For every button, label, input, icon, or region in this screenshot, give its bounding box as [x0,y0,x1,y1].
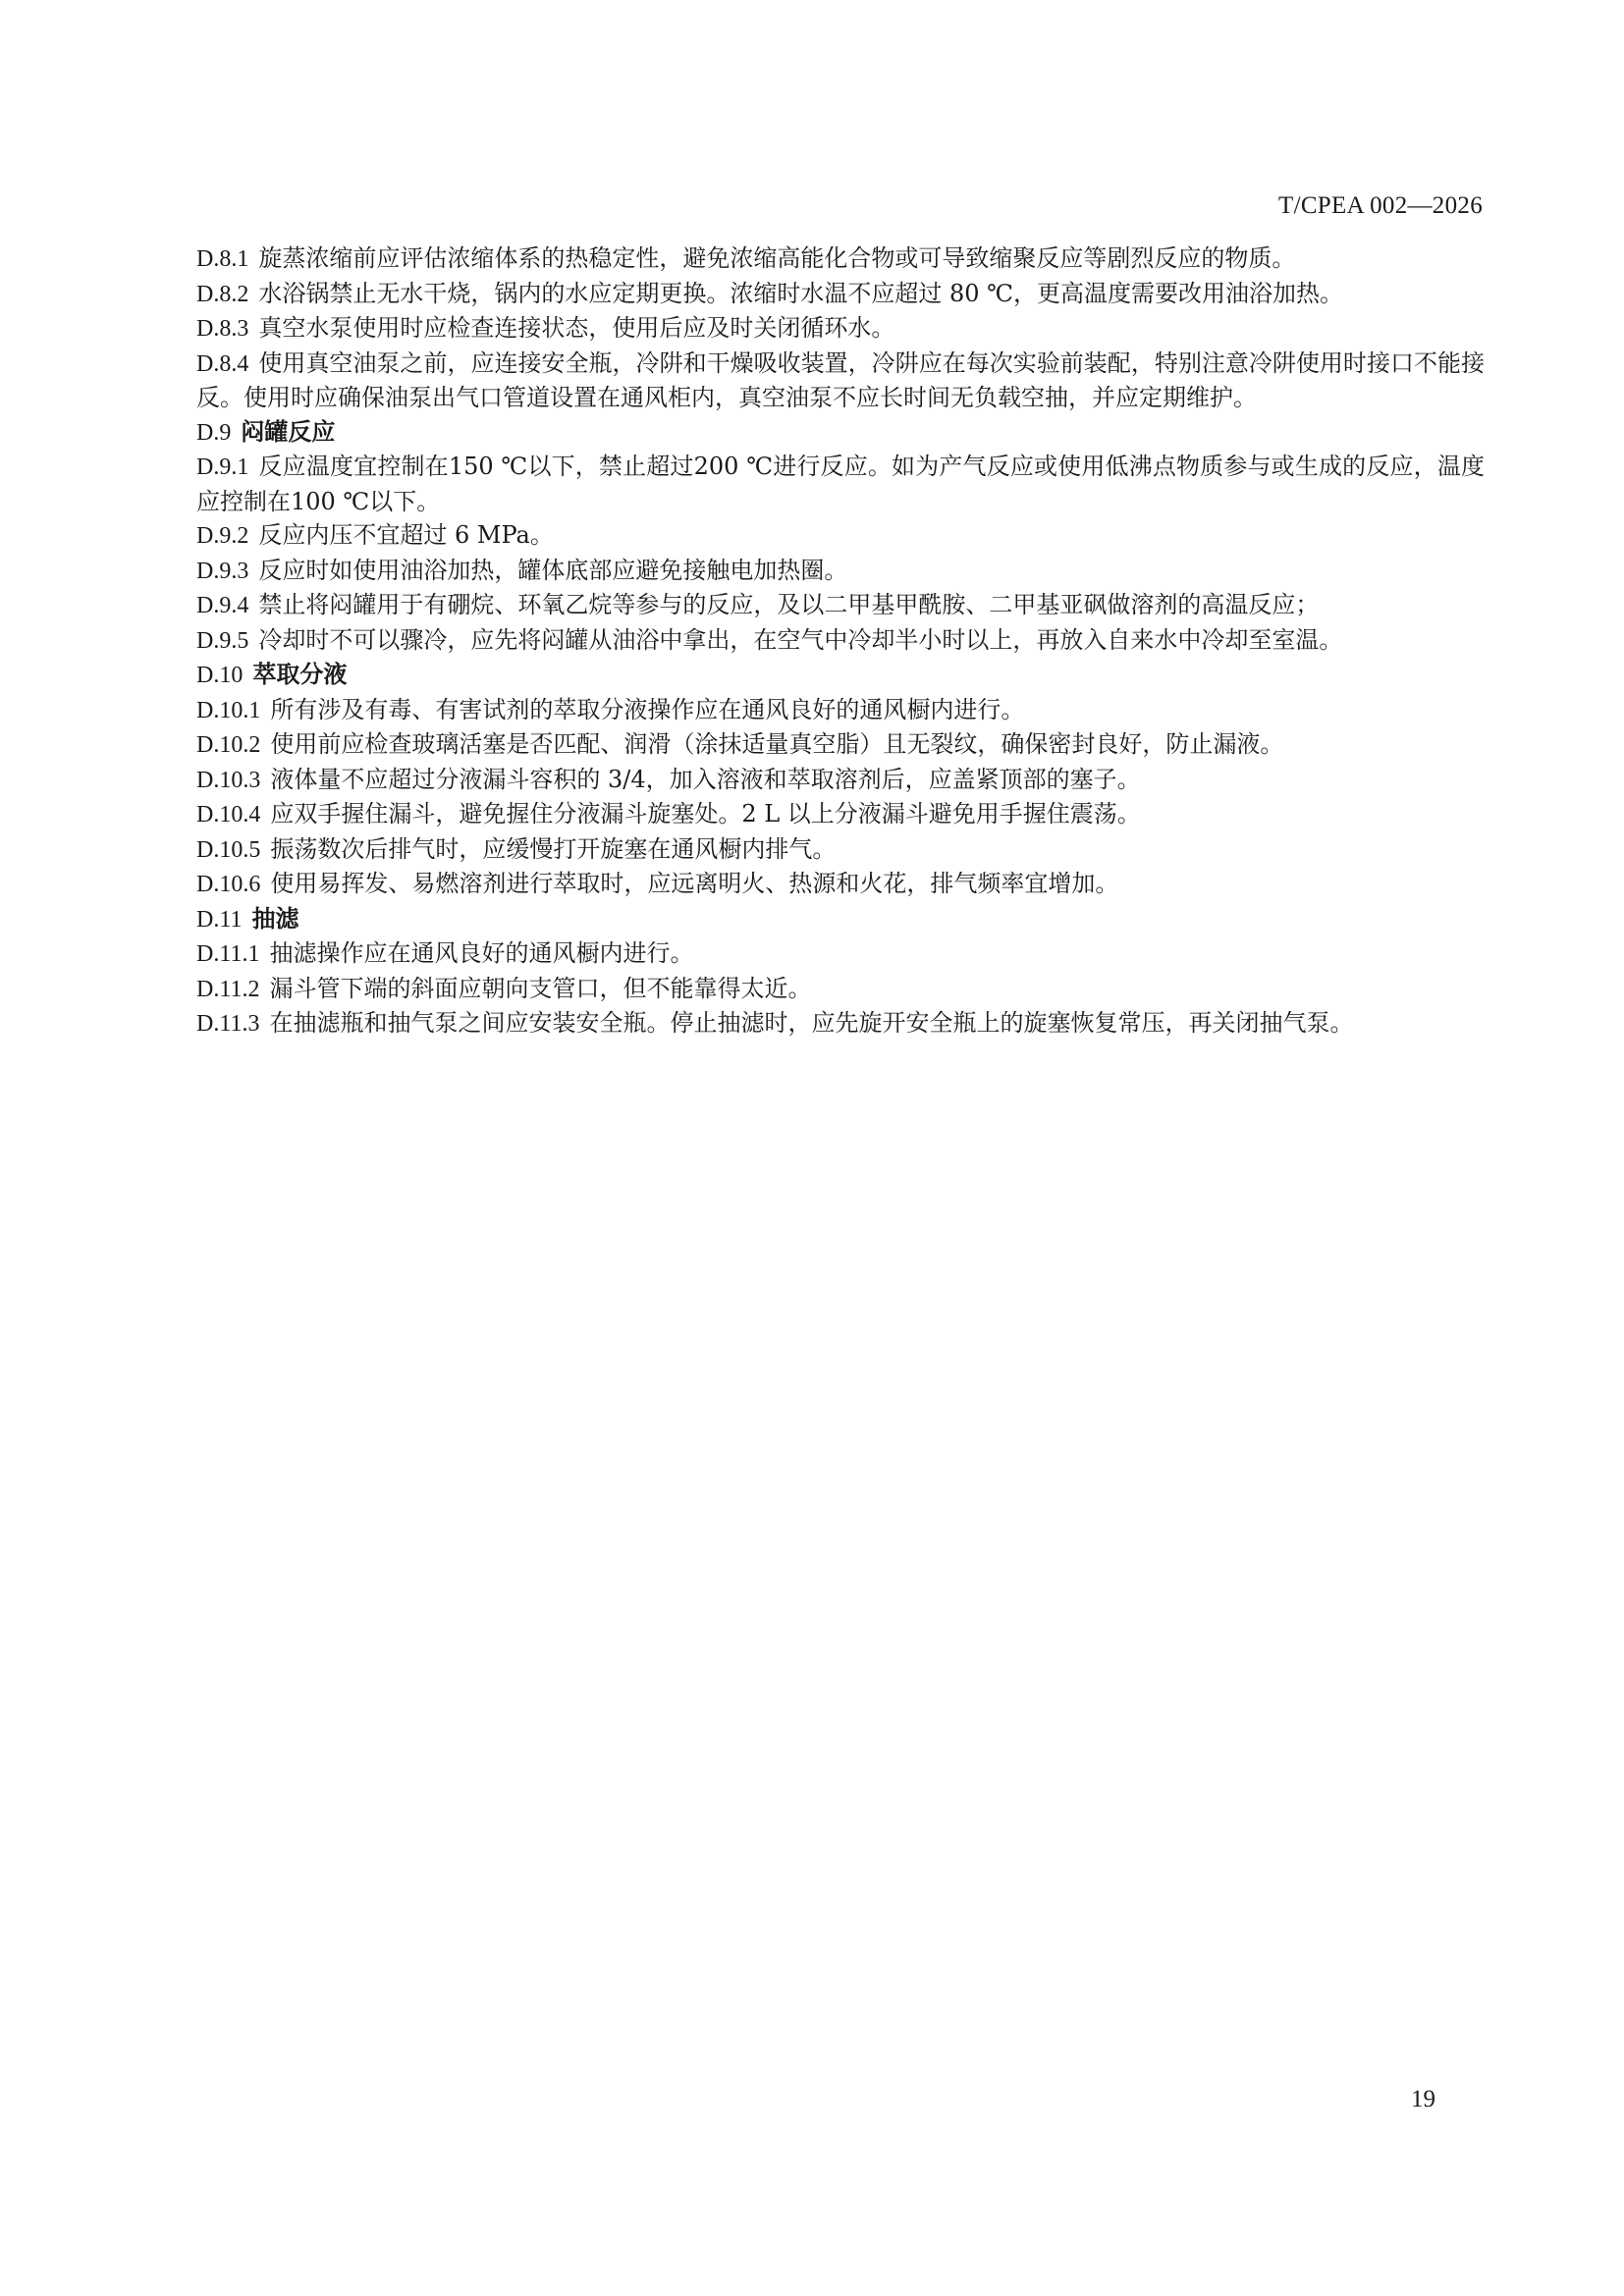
section-number: D.10 [196,663,244,688]
clause-text: 抽滤操作应在通风良好的通风橱内进行。 [269,939,694,967]
clause-d-10-4 [196,797,1485,832]
clause-text: 反应时如使用油浴加热，罐体底部应避免接触电加热圈。 [258,556,848,584]
clause-d-10-5 [196,832,1485,868]
clause-number: D.9.4 [196,593,249,618]
section-heading-d-9 [196,415,1485,451]
clause-number: D.8.2 [196,281,249,307]
clause-number: D.10.6 [196,872,261,897]
clause-text: 振荡数次后排气时，应缓慢打开旋塞在通风橱内排气。 [270,834,837,863]
clause-text: 液体量不应超过分液漏斗容积的 3/4，加入溶液和萃取溶剂后，应盖紧顶部的塞子。 [270,765,1141,793]
clause-number: D.9.1 [196,454,249,480]
section-title: 抽滤 [251,904,299,933]
clause-text: 禁止将闷罐用于有硼烷、环氧乙烷等参与的反应，及以二甲基甲酰胺、二甲基亚砜做溶剂的高温反应； [258,591,1320,618]
clause-d-9-4 [196,588,1485,623]
clause-number: D.9.3 [196,558,249,584]
clause-text: 水浴锅禁止无水干烧，锅内的水应定期更换。浓缩时水温不应超过 80 ℃，更高温度需要改用油浴加热。 [258,279,1343,307]
clause-d-9-2 [196,518,1485,554]
clause-d-9-3 [196,554,1485,589]
clause-text: 使用前应检查玻璃活塞是否匹配、润滑（涂抹适量真空脂）且无裂纹，确保密封良好，防止漏液。 [270,730,1284,758]
clause-number: D.10.4 [196,802,261,828]
clause-d-10-3 [196,763,1485,798]
clause-number: D.10.3 [196,767,261,793]
clause-d-10-2 [196,727,1485,763]
clause-number: D.8.3 [196,316,249,342]
clause-text: 冷却时不可以骤冷，应先将闷罐从油浴中拿出，在空气中冷却半小时以上，再放入自来水中冷却至室温。 [258,625,1343,654]
clause-number: D.9.2 [196,523,249,549]
clause-d-9-1 [196,450,1485,518]
clause-d-11-1 [196,936,1485,972]
clause-d-8-1 [196,241,1485,277]
clause-d-8-3 [196,311,1485,347]
clause-text: 应双手握住漏斗，避免握住分液漏斗旋塞处。2 L 以上分液漏斗避免用手握住震荡。 [270,800,1141,828]
clause-d-8-4 [196,347,1485,415]
clause-d-11-2 [196,972,1485,1007]
section-heading-d-10 [196,658,1485,693]
clause-number: D.9.5 [196,627,249,654]
section-number: D.9 [196,419,232,446]
clause-number: D.8.1 [196,246,249,272]
clause-number: D.10.1 [196,697,261,723]
clause-number: D.11.1 [196,941,260,967]
section-title: 闷罐反应 [241,417,336,446]
clause-number: D.8.4 [196,350,249,377]
clause-d-11-3 [196,1006,1485,1041]
clause-text: 使用真空油泵之前，应连接安全瓶，冷阱和干燥吸收装置，冷阱应在每次实验前装配，特别注意冷阱使用时接口不能接反。使用时应确保油泵出气口管道设置在通风柜内，真空油泵不应长时间无负载空抽，并应定期维护。 [196,348,1485,411]
clause-d-10-6 [196,867,1485,902]
clause-d-10-1 [196,693,1485,728]
document-body [196,241,1485,1041]
clause-text: 反应温度宜控制在150 ℃以下，禁止超过200 ℃进行反应。如为产气反应或使用低沸点物质参与或生成的反应，温度应控制在100 ℃以下。 [196,453,1485,515]
clause-text: 所有涉及有毒、有害试剂的萃取分液操作应在通风良好的通风橱内进行。 [270,695,1025,723]
page-number: 19 [1411,2086,1435,2112]
clause-text: 旋蒸浓缩前应评估浓缩体系的热稳定性，避免浓缩高能化合物或可导致缩聚反应等剧烈反应的物质。 [258,244,1296,272]
document-code: T/CPEA 002—2026 [1278,192,1483,219]
clause-text: 漏斗管下端的斜面应朝向支管口，但不能靠得太近。 [269,974,812,1002]
clause-number: D.11.2 [196,976,260,1002]
clause-number: D.10.5 [196,836,261,863]
clause-number: D.11.3 [196,1011,260,1037]
clause-text: 真空水泵使用时应检查连接状态，使用后应及时关闭循环水。 [258,314,895,342]
clause-d-9-5 [196,623,1485,659]
clause-text: 在抽滤瓶和抽气泵之间应安装安全瓶。停止抽滤时，应先旋开安全瓶上的旋塞恢复常压，再关闭抽气泵。 [269,1009,1354,1037]
clause-text: 使用易挥发、易燃溶剂进行萃取时，应远离明火、热源和火花，排气频率宜增加。 [270,870,1119,897]
clause-number: D.10.2 [196,732,261,758]
clause-d-8-2 [196,277,1485,312]
section-heading-d-11 [196,902,1485,937]
section-number: D.11 [196,906,243,933]
section-title: 萃取分液 [252,661,348,688]
clause-text: 反应内压不宜超过 6 MPa。 [258,521,554,549]
